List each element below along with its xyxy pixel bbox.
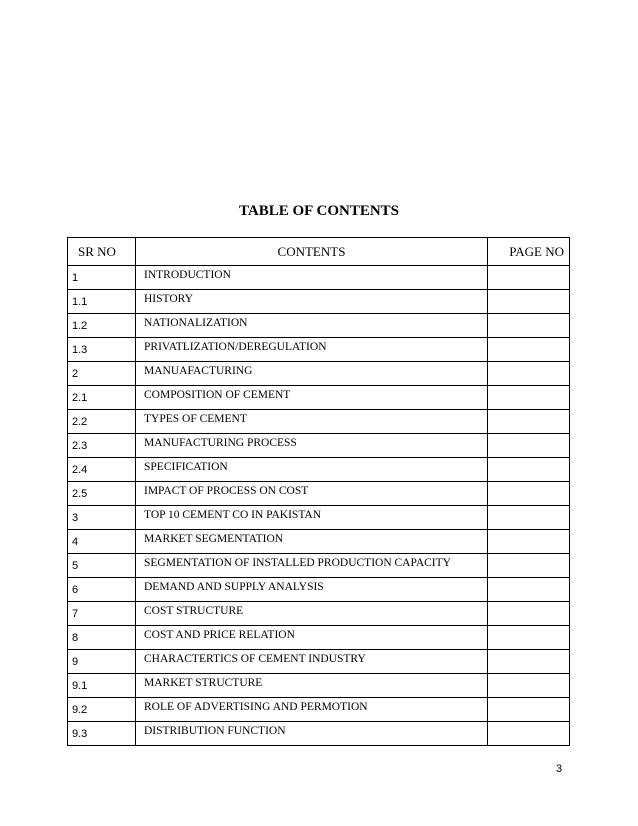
row-page-no (488, 506, 570, 530)
table-row (68, 314, 570, 338)
row-title: COST STRUCTURE (136, 602, 488, 626)
table-row (68, 626, 570, 650)
table-row (68, 386, 570, 410)
row-page-no (488, 338, 570, 362)
table-row (68, 602, 570, 626)
table-row (68, 434, 570, 458)
row-sr-no: 2.4 (68, 458, 136, 482)
row-sr-no: 7 (68, 602, 136, 626)
row-page-no (488, 386, 570, 410)
row-title: PRIVATLIZATION/DEREGULATION (136, 338, 488, 362)
table-row (68, 578, 570, 602)
header-sr-no: SR NO (68, 238, 136, 266)
row-page-no (488, 722, 570, 746)
row-page-no (488, 530, 570, 554)
row-page-no (488, 314, 570, 338)
row-sr-no: 2.5 (68, 482, 136, 506)
table-row (68, 674, 570, 698)
row-sr-no: 3 (68, 506, 136, 530)
row-title: DEMAND AND SUPPLY ANALYSIS (136, 578, 488, 602)
header-page-no: PAGE NO (488, 238, 570, 266)
table-of-contents (67, 237, 570, 746)
row-sr-no: 2.3 (68, 434, 136, 458)
row-title: INTRODUCTION (136, 266, 488, 290)
row-sr-no: 4 (68, 530, 136, 554)
table-row (68, 722, 570, 746)
table-header-row (68, 238, 570, 266)
row-title: CHARACTERTICS OF CEMENT INDUSTRY (136, 650, 488, 674)
row-sr-no: 2.2 (68, 410, 136, 434)
row-title: MARKET SEGMENTATION (136, 530, 488, 554)
row-sr-no: 2.1 (68, 386, 136, 410)
header-contents: CONTENTS (136, 238, 488, 266)
row-sr-no: 1 (68, 266, 136, 290)
row-page-no (488, 698, 570, 722)
row-sr-no: 8 (68, 626, 136, 650)
row-page-no (488, 362, 570, 386)
row-sr-no: 1.3 (68, 338, 136, 362)
row-page-no (488, 410, 570, 434)
table-row (68, 506, 570, 530)
row-page-no (488, 290, 570, 314)
document-title: TABLE OF CONTENTS (238, 203, 400, 219)
table-row (68, 482, 570, 506)
table-row (68, 554, 570, 578)
table-row (68, 266, 570, 290)
table-body (68, 266, 570, 746)
row-title: ROLE OF ADVERTISING AND PERMOTION (136, 698, 488, 722)
row-title: DISTRIBUTION FUNCTION (136, 722, 488, 746)
row-title: IMPACT OF PROCESS ON COST (136, 482, 488, 506)
table-row (68, 530, 570, 554)
row-title: TOP 10 CEMENT CO IN PAKISTAN (136, 506, 488, 530)
page-number: 3 (556, 763, 563, 775)
row-page-no (488, 626, 570, 650)
table-row (68, 338, 570, 362)
row-page-no (488, 650, 570, 674)
row-title: MANUFACTURING PROCESS (136, 434, 488, 458)
row-page-no (488, 602, 570, 626)
table-row (68, 362, 570, 386)
row-sr-no: 5 (68, 554, 136, 578)
row-sr-no: 9 (68, 650, 136, 674)
table-row (68, 290, 570, 314)
row-page-no (488, 674, 570, 698)
table-row (68, 458, 570, 482)
table-row (68, 410, 570, 434)
row-page-no (488, 434, 570, 458)
row-page-no (488, 482, 570, 506)
row-title: NATIONALIZATION (136, 314, 488, 338)
row-title: COST AND PRICE RELATION (136, 626, 488, 650)
row-sr-no: 1.2 (68, 314, 136, 338)
row-page-no (488, 266, 570, 290)
row-sr-no: 6 (68, 578, 136, 602)
row-sr-no: 1.1 (68, 290, 136, 314)
table-row (68, 650, 570, 674)
row-page-no (488, 578, 570, 602)
row-title: COMPOSITION OF CEMENT (136, 386, 488, 410)
row-title: SPECIFICATION (136, 458, 488, 482)
row-title: TYPES OF CEMENT (136, 410, 488, 434)
row-title: HISTORY (136, 290, 488, 314)
row-sr-no: 2 (68, 362, 136, 386)
row-page-no (488, 458, 570, 482)
row-sr-no: 9.2 (68, 698, 136, 722)
row-sr-no: 9.3 (68, 722, 136, 746)
row-sr-no: 9.1 (68, 674, 136, 698)
row-title: SEGMENTATION OF INSTALLED PRODUCTION CAPACITY (136, 554, 488, 578)
row-title: MANUAFACTURING (136, 362, 488, 386)
table-row (68, 698, 570, 722)
row-title: MARKET STRUCTURE (136, 674, 488, 698)
row-page-no (488, 554, 570, 578)
